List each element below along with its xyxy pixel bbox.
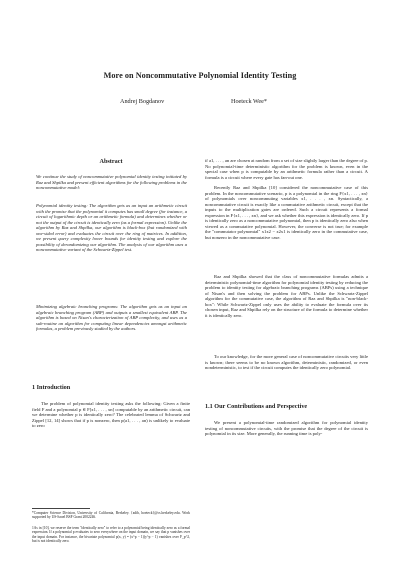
body-paragraph: To our knowledge, for the more general case of noncommutative circuits very little is known; there seems to be no known algorithm, deterministic, randomized, or even nondeterministic, to test if the circuit computes the identically zero polynomial. bbox=[205, 354, 368, 370]
footnote: 1As in [10], we reserve the term "identically zero" to refer to a polynomial being identically zero as a formal expression. If a polynomial p evaluates to zero everywhere on the input domain, we say that p vanishes over the input domain. For instance, the bivariate polynomial p(x, y) = (x^p − 1)(y^p − 1) vanishes over F_p^2, but is not identically zero. bbox=[32, 526, 190, 544]
footnote-rule bbox=[32, 508, 90, 509]
abstract-heading: Abstract bbox=[99, 158, 123, 165]
author-name: Hoeteck Wee* bbox=[231, 98, 267, 105]
abstract-paragraph: Minimizing algebraic branching programs: The algorithm gets as an input an algebraic branching program (ABP) and outputs a smallest equivalent ABP. The algorithm is based on Nisan's characterization of ABP complexity, and uses as a sub-routine an algorithm for computing linear dependencies amongst arithmetic formulas, a problem previously studied by the authors. bbox=[36, 304, 187, 331]
body-paragraph: Recently Raz and Shpilka [10] considered the noncommutative case of this problem. In the noncommutative scenario, p is a polynomial in the ring F{x1, . . . , xn} of polynomials over noncommuting variables x1, . . . , xn. Syntactically, a noncommutative circuit is exactly like a commutative arithmetic circuit, except that the inputs to the multiplication gates are ordered. Such a circuit represents a formal expression in F{x1, . . . , xn}, and we ask whether this expression is identically zero. If p is identically zero as a noncommutative polynomial, then p is identically zero also when viewed as a commutative polynomial. However, the converse is not true; for example the "commutator polynomial" x1x2 − x2x1 is identically zero in the commutative case, but nonzero in the noncommutative case. bbox=[205, 185, 368, 240]
section-heading: 1 Introduction bbox=[32, 384, 71, 391]
body-paragraph: Raz and Shpilka showed that the class of noncommutative formulas admits a deterministic polynomial-time algorithm for polynomial identity testing by reducing the problem to identity testing for algebraic branching programs (ABPs) using a technique of Nisan's and then solving the problem for ABPs. Unlike the Schwartz-Zippel algorithm for the commutative case, the algorithm of Raz and Shpilka is "non-black-box": While Schwartz-Zippel only uses the ability to evaluate the formula over its chosen input, Raz and Shpilka rely on the structure of the formula to determine whether it is identically zero. bbox=[205, 274, 368, 318]
author-list bbox=[0, 98, 400, 108]
body-paragraph: if a1, . . . , an are chosen at random from a set of size slightly larger than the degree of p. No polynomial-time deterministic algorithm for the problem is known, even in the special case when p is computable by an arithmetic formula rather than a circuit. A formula is a circuit where every gate has fan-out one. bbox=[205, 158, 368, 180]
abstract-paragraph: We continue the study of noncommutative polynomial identity testing initiated by Raz and Shpilka and present efficient algorithms for the following problems in the noncommutative model: bbox=[36, 174, 187, 190]
footnote: *Computer Science Division, University of California, Berkeley. {adib, hoeteck}@cs.berkeley.edu. Work supported by US-Israel BSF Grant 2002246. bbox=[32, 511, 190, 520]
author-name: Andrej Bogdanov bbox=[120, 98, 165, 105]
subsection-heading: 1.1 Our Contributions and Perspective bbox=[205, 403, 308, 410]
abstract-paragraph: Polynomial identity testing: The algorithm gets as an input an arithmetic circuit with the promise that the polynomial it computes has small degree (for instance, a circuit of logarithmic depth or an arithmetic formula) and determines whether or not the output of the circuit is identically zero (as a formal expression). Unlike the algorithm by Raz and Shpilka, our algorithm is black-box (but randomized with one-sided error) and evaluates the circuit over the ring of matrices. In addition, we present query complexity lower bounds for identity testing and explore the possibility of derandomizing our algorithm. The analysis of our algorithm uses a noncommutative variant of the Schwartz-Zippel test. bbox=[36, 203, 187, 252]
intro-paragraph: The problem of polynomial identity testing asks the following: Given a finite field F and a polynomial p ∈ F[x1, . . . , xn] computable by an arithmetic circuit, can we determine whether p is identically zero? The celebrated lemma of Schwartz and Zippel [12, 14] shows that if p is nonzero, then p(a1, . . . , an) is unlikely to evaluate to zero bbox=[32, 401, 190, 428]
paper-title: More on Noncommutative Polynomial Identity Testing bbox=[103, 71, 297, 80]
body-paragraph: We present a polynomial-time randomized algorithm for polynomial identity testing of noncommutative circuits, with the promise that the degree of the circuit is polynomial in its size. More generally, the running time is poly- bbox=[205, 420, 368, 436]
